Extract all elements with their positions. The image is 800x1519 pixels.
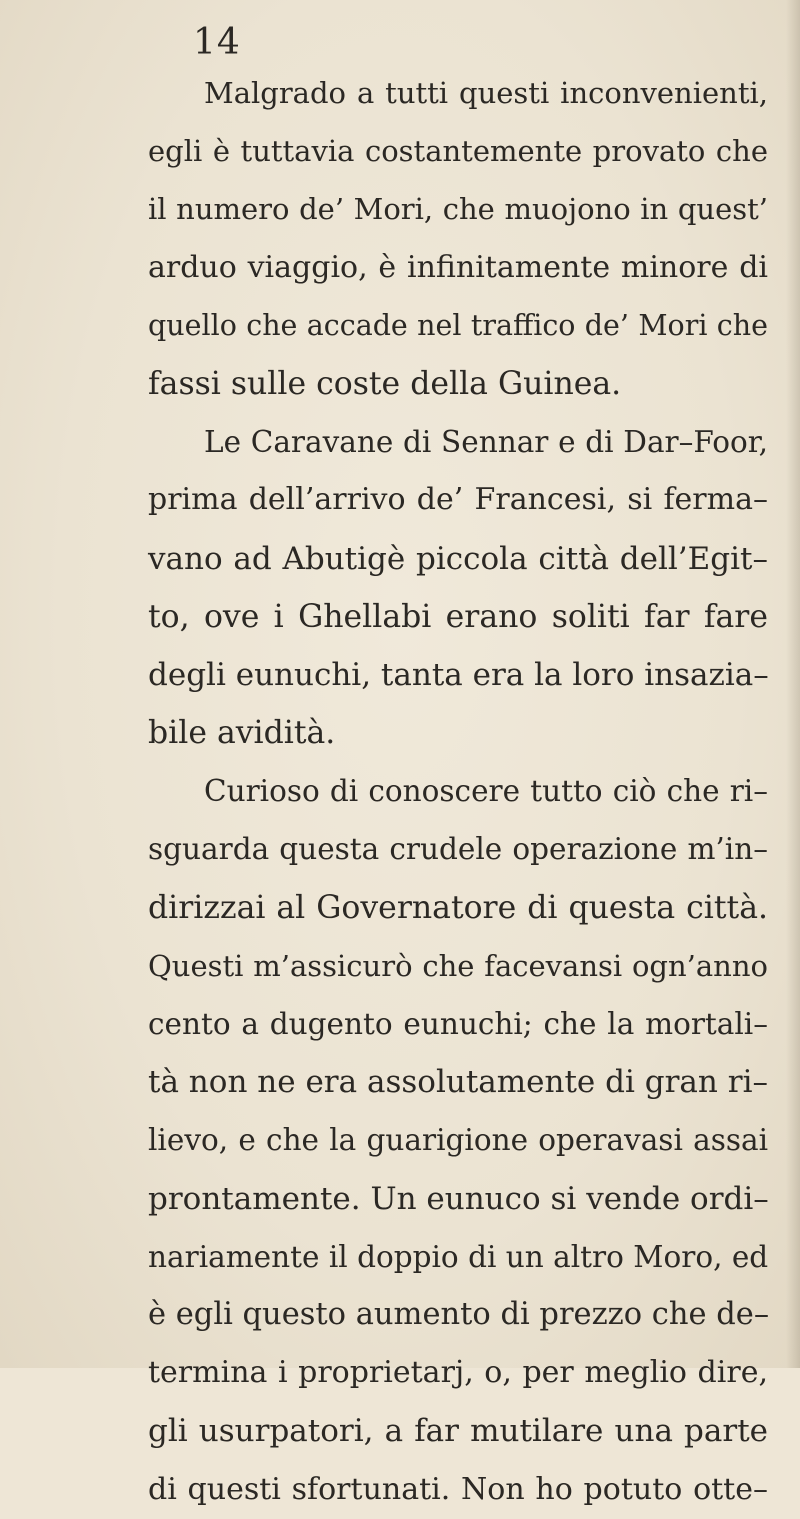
text-line: gli usurpatori, a far mutilare una parte	[148, 1413, 768, 1450]
text-line: Curioso di conoscere tutto ciò che ri–	[204, 774, 768, 809]
text-line: di questi sfortunati. Non ho potuto otte–	[148, 1471, 768, 1507]
text-line: termina i proprietarj, o, per meglio dire,	[148, 1355, 768, 1391]
text-line: prontamente. Un eunuco si vende ordi–	[148, 1180, 769, 1217]
text-line: il numero de’ Mori, che muojono in quest’	[148, 192, 768, 227]
text-line: vano ad Abutigè piccola città dell’Egit–	[148, 540, 768, 577]
text-line: è egli questo aumento di prezzo che de–	[148, 1296, 770, 1332]
text-line: fassi sulle coste della Guinea.	[148, 365, 622, 402]
page-edge-shadow	[786, 0, 800, 1368]
text-line: prima dell’arrivo de’ Francesi, si ferma–	[148, 482, 768, 518]
text-line: degli eunuchi, tanta era la loro insazia–	[148, 656, 769, 693]
text-line: lievo, e che la guarigione operavasi assai	[148, 1123, 768, 1158]
text-line: nariamente il doppio di un altro Moro, ed	[148, 1239, 769, 1274]
text-line: quello che accade nel traffico de’ Mori che	[148, 308, 768, 342]
page-number: 14	[193, 22, 241, 63]
text-line: egli è tuttavia costantemente provato che	[148, 134, 768, 169]
text-line: cento a dugento eunuchi; che la mortali–	[148, 1007, 768, 1041]
body-text	[148, 64, 768, 1519]
text-line: tà non ne era assolutamente di gran ri–	[148, 1064, 768, 1101]
text-line: bile avidità.	[148, 715, 336, 752]
text-line: Malgrado a tutti questi inconvenienti,	[204, 76, 768, 110]
text-line: sguarda questa crudele operazione m’in–	[148, 832, 768, 867]
text-line: to, ove i Ghellabi erano soliti far fare	[148, 598, 768, 635]
text-line: Questi m’assicurò che facevansi ogn’anno	[148, 948, 768, 983]
text-line: arduo viaggio, è infinitamente minore di	[148, 249, 768, 285]
text-line: dirizzai al Governatore di questa città.	[148, 889, 768, 926]
text-line: Le Caravane di Sennar e di Dar–Foor,	[204, 425, 768, 460]
